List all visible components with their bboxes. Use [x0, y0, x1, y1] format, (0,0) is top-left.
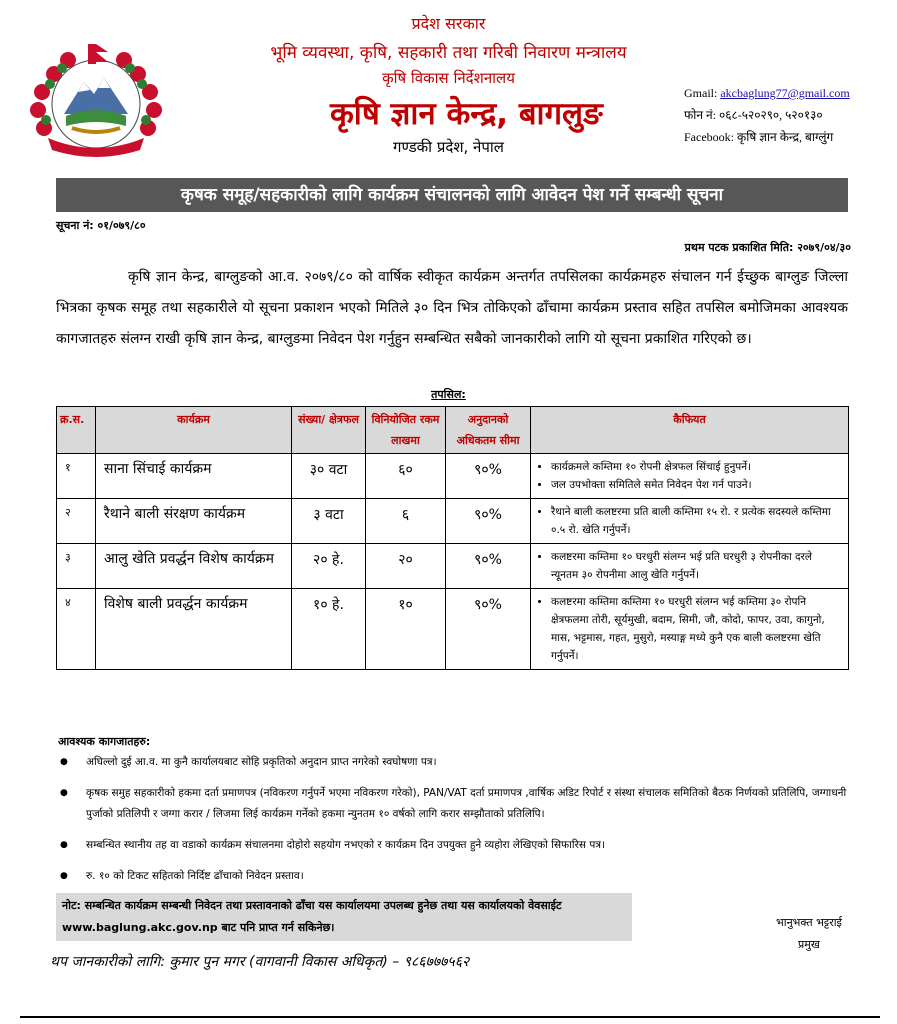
remark-item: • जल उपभोक्ता समितिले समेत निवेदन पेश गर्न पाउने। — [551, 476, 842, 494]
remark-item: • कलष्टरमा कम्तिमा कम्तिमा १० घरधुरी संलग्न भई कम्तिमा ३० रोपनि क्षेत्रफलमा तोरी, सूर्यमुखी, बदाम, सिमी, जौ, कोदो, फापर, उवा, कागुनो, मास, भट्टमास, गहत, मुसुरो, मस्याङ्ग मध्ये कुनै एक बाली कलष्टरमा खेति गर्नुपर्ने। — [551, 593, 842, 665]
header-office-name: कृषि ज्ञान केन्द्र, बागलुङ — [330, 96, 603, 132]
row-remarks — [531, 544, 849, 589]
contact-person-line: थप जानकारीको लागि: कुमार पुन मगर (वागवानी विकास अधिकृत) – ९८६७७७५६२ — [50, 954, 470, 970]
bottom-divider — [20, 1016, 880, 1018]
remark-item: • कलष्टरमा कम्तिमा १० घरधुरी संलग्न भई प्रति घरधुरी ३ रोपनीका दरले न्यूनतम ३० रोपनीमा आलु खेति गर्नुपर्ने। — [551, 548, 842, 584]
notice-number: सूचना नं: ०१/०७९/८० — [56, 219, 146, 232]
list-item: ● कृषक समुह सहकारीको हकमा दर्ता प्रमाणपत्र (नविकरण गर्नुपर्ने भएमा नविकरण गरेको), PAN/VAT दर्ता प्रमाणपत्र ,वार्षिक अडिट रिपोर्ट र संस्था संचालक समितिको बैठक निर्णयको प्रतिलिपि, जग्गाधनी पुर्जाको प्रतिलिपी र जग्गा करार / लिजमा लिई कार्यक्रम गर्नेको हकमा न्युनतम १० वर्षको लागि करार सम्झौताको प्रतिलिपि। — [86, 783, 850, 825]
row-program: विशेष बाली प्रवर्द्धन कार्यक्रम — [96, 589, 292, 670]
row-count: ३० वटा — [292, 454, 366, 499]
row-amount: २० — [366, 544, 446, 589]
phone-row: फोन नं: ०६८-५२०२९०, ५२०१३० — [684, 108, 823, 122]
program-table — [56, 406, 849, 670]
row-amount: ६० — [366, 454, 446, 499]
row-grant: ९०% — [446, 544, 531, 589]
signer-title: प्रमुख — [798, 938, 820, 951]
header-directorate: कृषि विकास निर्देशनालय — [382, 69, 515, 87]
list-item: ● सम्बन्धित स्थानीय तह वा वडाको कार्यक्रम संचालनमा दोहोरो सहयोग नभएको र कार्यक्रम दिन उपयुक्त हुने व्यहोरा लेखिएको सिफारिस पत्र। — [86, 835, 850, 856]
facebook-label: Facebook: — [684, 130, 734, 144]
published-date: प्रथम पटक प्रकाशित मिति: २०७९/०४/३० — [684, 241, 851, 254]
remark-item: • रैथाने बाली कलष्टरमा प्रति बाली कम्तिमा १५ रो. र प्रत्येक सदस्यले कम्तिमा ०.५ रो. खेति गर्नुपर्ने। — [551, 503, 842, 539]
table-row — [57, 589, 849, 670]
row-sn: ३ — [57, 544, 96, 589]
col-amount: विनियोजित रकम लाखमा — [366, 407, 446, 454]
contact-block — [684, 82, 850, 148]
row-program: साना सिंचाई कार्यक्रम — [96, 454, 292, 499]
facebook-row — [684, 126, 850, 148]
row-amount: ६ — [366, 499, 446, 544]
col-count: संख्या/ क्षेत्रफल — [292, 407, 366, 454]
row-remarks — [531, 454, 849, 499]
table-row — [57, 454, 849, 499]
header-province: गण्डकी प्रदेश, नेपाल — [393, 138, 504, 156]
table-header-row — [57, 407, 849, 454]
row-sn: २ — [57, 499, 96, 544]
row-grant: ९०% — [446, 589, 531, 670]
row-amount: १० — [366, 589, 446, 670]
docs-list — [60, 752, 850, 897]
col-remarks: कैफियत — [531, 407, 849, 454]
header-ministry: भूमि व्यवस्था, कृषि, सहकारी तथा गरिबी निवारण मन्त्रालय — [270, 43, 627, 63]
gmail-link[interactable]: akcbaglung77@gmail.com — [720, 86, 850, 100]
header-government: प्रदेश सरकार — [411, 14, 486, 33]
docs-heading: आवश्यक कागजातहरु: — [58, 735, 151, 748]
intro-paragraph: कृषि ज्ञान केन्द्र, बाग्लुङको आ.व. २०७९/८० को वार्षिक स्वीकृत कार्यक्रम अन्तर्गत तपसिलका कार्यक्रमहरु संचालन गर्न ईच्छुक बाग्लुङ जिल्ला भित्रका कृषक समूह तथा सहकारीले यो सूचना प्रकाशन भएको मितिले ३० दिन भित्र तोकिएको ढाँचामा कार्यक्रम प्रस्ताव सहित तपसिल बमोजिमका आवश्यक कागजातहरु संलग्न राखी कृषि ज्ञान केन्द्र, बाग्लुङमा निवेदन पेश गर्नुहुन सम्बन्धित सबैको जानकारीको लागि यो सूचना प्रकाशित गरिएको छ। — [56, 269, 848, 347]
row-remarks — [531, 589, 849, 670]
row-count: २० हे. — [292, 544, 366, 589]
col-grant: अनुदानको अधिकतम सीमा — [446, 407, 531, 454]
row-sn: ४ — [57, 589, 96, 670]
row-program: आलु खेति प्रवर्द्धन विशेष कार्यक्रम — [96, 544, 292, 589]
row-sn: १ — [57, 454, 96, 499]
facebook-page: कृषि ज्ञान केन्द्र, बाग्लुंग — [737, 130, 834, 144]
signer-name: भानुभक्त भट्टराई — [776, 916, 842, 929]
note-box: नोट: सम्बन्धित कार्यक्रम सम्बन्धी निवेदन तथा प्रस्तावनाको ढाँचा यस कार्यालयमा उपलब्ध हुनेछ तथा यस कार्यालयको वेवसाईट www.baglung.akc.gov.np बाट पनि प्राप्त गर्न सकिनेछ। — [56, 893, 632, 941]
row-grant: ९०% — [446, 499, 531, 544]
row-count: ३ वटा — [292, 499, 366, 544]
row-program: रैथाने बाली संरक्षण कार्यक्रम — [96, 499, 292, 544]
notice-title: कृषक समूह/सहकारीको लागि कार्यक्रम संचालनको लागि आवेदन पेश गर्ने सम्बन्धी सूचना — [56, 178, 848, 212]
col-sn: क्र.स. — [57, 407, 96, 454]
col-program: कार्यक्रम — [96, 407, 292, 454]
row-count: १० हे. — [292, 589, 366, 670]
tapsil-heading: तपसिल: — [431, 388, 466, 401]
table-row — [57, 499, 849, 544]
remark-item: • कार्यक्रमले कम्तिमा १० रोपनी क्षेत्रफल सिंचाई हुनुपर्ने। — [551, 458, 842, 476]
row-grant: ९०% — [446, 454, 531, 499]
row-remarks — [531, 499, 849, 544]
table-row — [57, 544, 849, 589]
gmail-label: Gmail: — [684, 86, 718, 100]
gmail-row — [684, 82, 850, 104]
signature-block — [776, 912, 842, 956]
list-item: ● रु. १० को टिकट सहितको निर्दिष्ट ढाँचाको निवेदन प्रस्ताव। — [86, 866, 850, 887]
list-item: ● अघिल्लो दुई आ.व. मा कुनै कार्यालयबाट सोहि प्रकृतिको अनुदान प्राप्त नगरेको स्वघोषणा पत्र। — [86, 752, 850, 773]
